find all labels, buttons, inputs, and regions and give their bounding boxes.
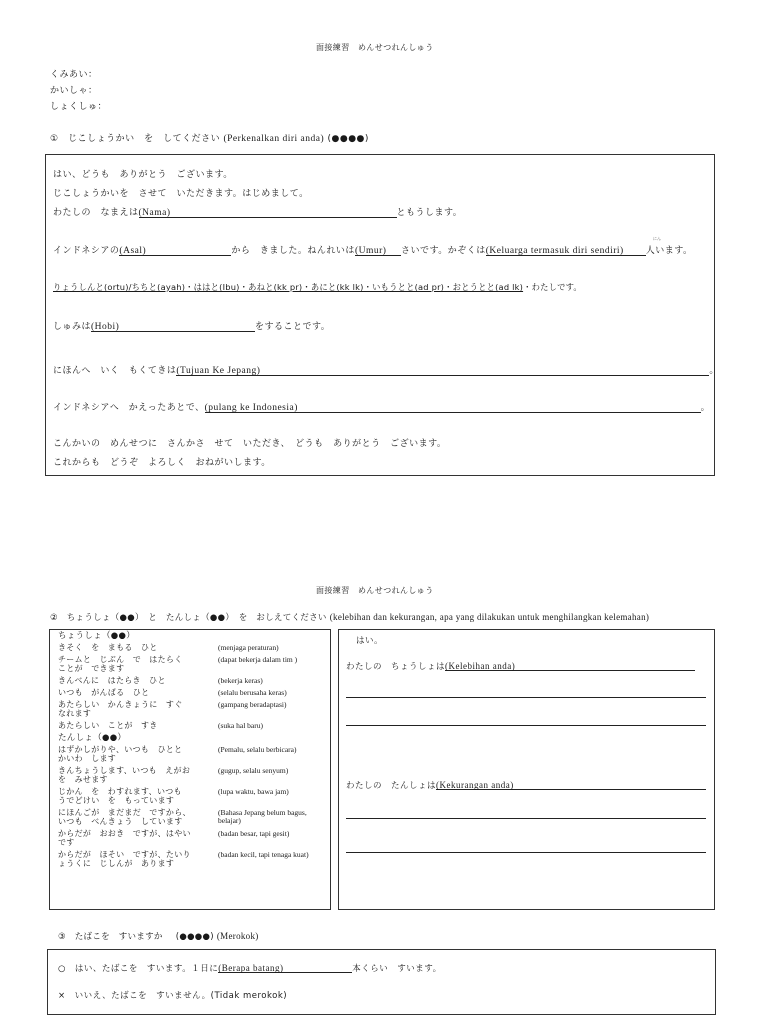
purpose-line [53, 363, 719, 376]
hobby-suffix: をすることです。 [255, 322, 331, 332]
strength-blank-line-1[interactable] [346, 697, 706, 698]
strength-example-id: (dapat bekerja dalam tim ) [218, 655, 298, 664]
weakness-example-id: (Pemalu, selalu berbicara) [218, 745, 297, 754]
weakness-example-jp: ょうくに じしんが あります [58, 859, 175, 868]
weakness-example-jp: を みせます [58, 775, 108, 784]
closing-line-1: こんかいの めんせつに さんかさ せて いただき、 どうも ありがとう ございます。 [53, 439, 447, 449]
strength-heading: ちょうしょ（●●） [58, 631, 136, 641]
weakness-example-jp: かいわ します [58, 754, 117, 763]
question-2-text: ② ちょうしょ（●●） と たんしょ（●●） を おしえてください [50, 613, 327, 623]
question-1 [50, 131, 369, 144]
weakness-heading: たんしょ（●●） [58, 733, 127, 743]
weakness-example-id: (lupa waktu, bawa jam) [218, 787, 289, 796]
weakness-example-jp: はずかしがりや、いつも ひとと [58, 745, 183, 754]
strength-field[interactable]: (Kelebihan anda) [445, 661, 695, 671]
weakness-example-id: (Bahasa Jepang belum bagus, [218, 808, 307, 817]
company-label: かいしゃ： [50, 86, 98, 96]
smoking-yes-prefix: ○ はい、たばこを すいます。１日に [58, 964, 219, 974]
smoking-yes-line [58, 962, 442, 974]
weakness-example-id: belajar) [218, 816, 241, 825]
name-field[interactable]: (Nama) [139, 208, 397, 218]
origin-line [53, 243, 693, 256]
strength-example-jp: ことが できます [58, 664, 125, 673]
hobby-prefix: しゅみは [53, 322, 92, 332]
intro-line-2: じこしょうかいを させて いただきます。はじめまして。 [53, 189, 309, 199]
strength-example-jp: チームと じぶん で はたらく [58, 655, 183, 664]
intro-line-1: はい、どうも ありがとう ございます。 [53, 170, 233, 180]
question-3-text: ③ たばこを すいますか [58, 932, 163, 942]
weakness-example-jp: じかん を わすれます、いつも [58, 787, 182, 796]
smoking-box [47, 949, 716, 1015]
family-field[interactable]: (Keluarga termasuk diri sendiri) [486, 246, 646, 256]
weakness-field[interactable]: (Kekurangan anda) [436, 780, 706, 790]
name-line-suffix: ともうします。 [396, 208, 463, 218]
hobby-field[interactable]: (Hobi) [91, 322, 255, 332]
cigarette-count-field[interactable]: (Berapa batang) [218, 963, 352, 973]
smoking-yes-suffix: 本くらい すいます。 [352, 964, 442, 974]
question-3 [58, 930, 259, 942]
family-suffix: 人います。 [645, 246, 693, 256]
strength-prefix: わたしの ちょうしょは [346, 662, 446, 672]
job-type-label: しょくしゅ： [50, 102, 108, 112]
weakness-blank-line-2[interactable] [346, 852, 706, 853]
strength-example-id: (selalu berusaha keras) [218, 688, 287, 697]
weakness-example-id: (gugup, selalu senyum) [218, 766, 289, 775]
weakness-line [346, 779, 706, 791]
hobby-line [53, 319, 330, 332]
smoking-no-line: × いいえ、たばこを すいません。(Tidak merokok) [58, 991, 288, 1001]
self-introduction-box [45, 154, 715, 476]
age-field[interactable]: (Umur) [355, 246, 401, 256]
strength-example-jp: あたらしい かんきょうに すぐ [58, 700, 183, 709]
strength-example-jp: いつも がんばる ひと [58, 688, 150, 697]
purpose-field[interactable]: (Tujuan Ke Jepang) [176, 366, 709, 376]
page-2-title: 面接練習 めんせつれんしゅう [316, 586, 434, 595]
strength-example-id: (menjaga peraturan) [218, 643, 279, 652]
weakness-example-jp: うでどけい を もっています [58, 796, 175, 805]
weakness-example-jp: です [58, 838, 75, 847]
after-return-field[interactable]: (pulang ke Indonesia) [205, 403, 701, 413]
strength-example-jp: あたらしい ことが すき [58, 721, 158, 730]
purpose-suffix: 。 [709, 366, 719, 376]
origin-field[interactable]: (Asal) [119, 246, 231, 256]
ruby-nin: にん [653, 236, 661, 241]
question-2-note: (kelebihan dan kekurangan, apa yang dilakukan untuk menghilangkan kelemahan) [329, 612, 650, 622]
strength-example-id: (gampang beradaptasi) [218, 700, 287, 709]
purpose-prefix: にほんへ いく もくてきは [53, 366, 177, 376]
question-1-note: (Perkenalkan diri anda) [223, 134, 325, 144]
page-title: 面接練習 めんせつれんしゅう [316, 43, 434, 52]
question-3-rating: (●●●●) [175, 932, 214, 942]
closing-line-2: これからも どうぞ よろしく おねがいします。 [53, 458, 271, 468]
union-label: くみあい： [50, 70, 98, 80]
answer-hai: はい。 [356, 636, 384, 646]
after-return-line [53, 400, 710, 413]
weakness-example-jp: にほんごが まだまだ ですから、 [58, 808, 191, 817]
name-line-prefix: わたしの なまえは [53, 208, 139, 218]
question-3-note: (Merokok) [216, 931, 259, 941]
family-members-line [53, 281, 582, 293]
weakness-example-jp: いつも べんきょう しています [58, 817, 183, 826]
strength-example-jp: きそく を まもる ひと [58, 643, 158, 652]
family-prefix: さいです。かぞくは [400, 246, 486, 256]
strength-example-id: (suka hal baru) [218, 721, 263, 730]
strength-example-jp: きんべんに はたらき ひと [58, 676, 166, 685]
weakness-blank-line-1[interactable] [346, 818, 706, 819]
origin-prefix: インドネシアの [53, 246, 120, 256]
age-prefix: から きました。ねんれいは [231, 246, 355, 256]
weakness-example-jp: からだが ほそい ですが、たいり [58, 850, 191, 859]
weakness-example-id: (badan besar, tapi gesit) [218, 829, 290, 838]
weakness-example-id: (badan kecil, tapi tenaga kuat) [218, 850, 309, 859]
strength-example-id: (bekerja keras) [218, 676, 263, 685]
strength-blank-line-2[interactable] [346, 725, 706, 726]
strength-example-jp: なれます [58, 709, 92, 718]
question-1-text: ① じこしょうかい を してください [50, 134, 221, 144]
weakness-example-jp: からだが おおき ですが、はやい [58, 829, 191, 838]
question-2 [50, 611, 649, 623]
name-line [53, 205, 462, 218]
weakness-prefix: わたしの たんしょは [346, 781, 437, 791]
family-members-list: りょうしんと(ortu)/ちちと(ayah)・ははと(Ibu)・あねと(kk pr)・あにと(kk lk)・いもうとと(ad pr)・おとうとと(ad lk) [53, 282, 524, 292]
strength-line [346, 660, 695, 672]
after-return-suffix: 。 [700, 403, 711, 413]
family-members-suffix: ・わたしです。 [523, 282, 582, 292]
after-return-prefix: インドネシアへ かえったあとで、 [53, 403, 205, 413]
question-1-rating: (●●●●) [327, 134, 369, 144]
weakness-example-jp: きんちょうします、いつも えがお [58, 766, 191, 775]
